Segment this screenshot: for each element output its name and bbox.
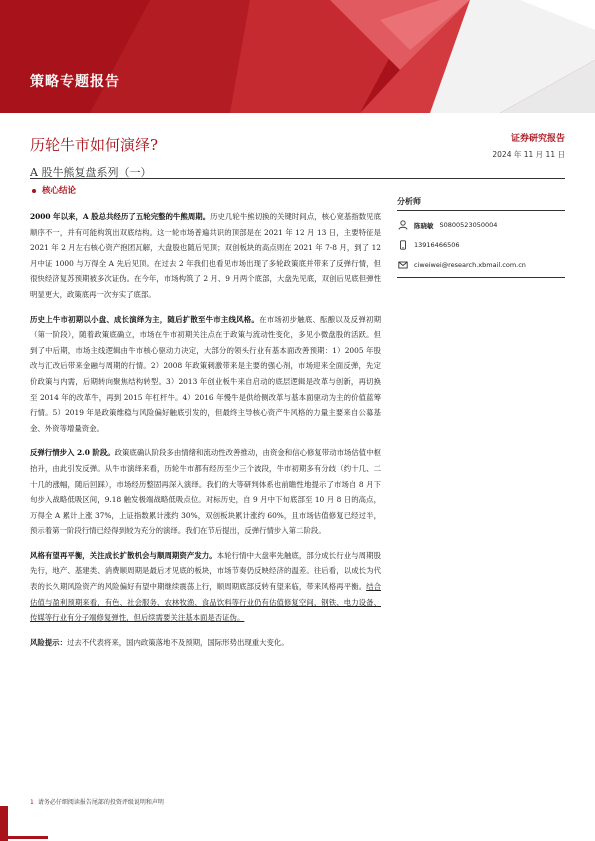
bullet-icon bbox=[32, 189, 36, 193]
section-heading bbox=[32, 184, 76, 196]
paragraph bbox=[30, 312, 381, 437]
paragraph-lead: 风格有望再平衡，关注成长扩散机会与顺周期资产发力。 bbox=[30, 550, 217, 560]
report-date: 2024 年 11 月 11 日 bbox=[492, 150, 565, 159]
paragraph bbox=[30, 548, 381, 626]
paragraph bbox=[30, 209, 381, 303]
banner-title: 策略专题报告 bbox=[30, 74, 120, 90]
paragraph-text: 政策底确认阶段多由情绪和流动性改善推动，由资金和信心修复带动市场估值中枢抬升，由此引发反弹。从牛市演绎来看，历轮牛市都有经历至少三个波段，牛市初期多有分歧（约十几、二十几的涨幅，随后回踩），市场经历整固再深入演绎。我们的大等研判体系也前瞻性地提示了市场自 8 月下旬步入战略低吸区间，9.18 触发极端战略低吸点位。对标历史，自 9 月中下旬底部至 10 月 8 日的高点，万得全 A 累计上涨 37%，上证指数累计涨约 30%，双创板块累计涨约 60%，且市场估值修复已经过半，预示着第一阶段行情已经得到较为充分的演绎。我们在节后提出，反弹行情步入第二阶段。 bbox=[30, 448, 381, 536]
footer-accent-line bbox=[0, 836, 48, 839]
page-footer bbox=[30, 797, 164, 806]
header-banner bbox=[0, 0, 595, 113]
paragraph-lead: 历史上牛市初期以小盘、成长演绎为主，随后扩散至牛市主线风格。 bbox=[30, 314, 260, 324]
page-title: 历轮牛市如何演绎? bbox=[30, 136, 159, 154]
risk-warning bbox=[30, 635, 381, 651]
analyst-sidebar bbox=[397, 196, 565, 278]
banner-geometric-pattern bbox=[0, 0, 595, 113]
paragraph bbox=[30, 445, 381, 539]
paragraph-text: 在市场初步触底、酝酿以及反弹初期（第一阶段），随着政策底确立，市场在牛市初期关注点在于政策与流动性变化，多见小微盘股的活跃。但到了中后期，市场主线逻辑由牛市核心驱动力决定，大部分的领头行业有基本面改善预期：1）2005 年股改与汇改后带来金融与周期的行情。2）2008 年政策刺激带来是主要的强心剂，市场迎来全面反弹，先定价政策与内需，后期转向聚焦结构转型。3）2013 年创业板牛来自启动的底层逻辑是改革与创新，再切换至 2014 年的改革牛，再到 2015 年杠杆牛。4）2016 年慢牛是供给侧改革与基本面驱动为主的价值蓝筹行情。5）2019 年是政策维稳与风险偏好触底引发的，但最终主导核心资产牛风格的力量主要来自公募基金、外资等增量资金。 bbox=[30, 314, 381, 433]
analyst-name: 陈晓敏 bbox=[414, 221, 434, 230]
analyst-email[interactable]: ciweiwei@research.xbmail.com.cn bbox=[414, 261, 526, 269]
analyst-cert: S0800523050004 bbox=[439, 221, 498, 229]
risk-label: 风险提示： bbox=[30, 637, 67, 647]
footer-disclaimer: 请务必仔细阅读报告尾部的投资评级说明和声明 bbox=[37, 799, 164, 806]
analyst-email-row bbox=[397, 259, 565, 271]
section-heading-text: 核心结论 bbox=[42, 186, 77, 196]
analyst-phone: 13916466506 bbox=[414, 241, 460, 249]
paragraph-underlined-text: 结合估值与盈利预期来看，有色、社会服务、农林牧渔、食品饮料等行业仍有估值修复空间，钢铁、电力设备、传媒等行业有分子端修复弹性，但后续需要关注基本面是否证伪。 bbox=[30, 582, 381, 623]
page-subtitle: A 股牛熊复盘系列（一） bbox=[30, 166, 152, 179]
report-type-label: 证券研究报告 bbox=[510, 134, 565, 144]
risk-text: 过去不代表将来，国内政策落地不及预期，国际形势出现重大变化。 bbox=[66, 637, 289, 647]
analyst-phone-row bbox=[397, 239, 565, 251]
paragraph-text: 本轮行情中大盘率先触底，部分成长行业与周期股先行，地产、基建类、消费顺周期是最后才见底的板块，市场节奏仍反映经济的温差。往后看，以成长为代表的长久期风险资产的风险偏好有望中期继续震荡上行，顺周期底部反转有望来临，带来风格再平衡。 bbox=[30, 550, 381, 592]
page-number: 1 bbox=[30, 799, 34, 806]
phone-icon bbox=[397, 240, 408, 251]
person-icon bbox=[397, 220, 408, 231]
title-divider bbox=[30, 178, 565, 179]
paragraph-text: 历史几轮牛熊切换的关键时间点，核心宽基指数见底顺序不一，并有可能构筑出双底结构。这一轮市场普遍共识的顶部是在 2021 年 12 月 13 日，主要特征是 2021 年 2 月左右核心资产抱团瓦解，大盘股也随后见顶；双创板块的高点则在 2021 年 7-8 月，到了 12 月中证 1000 与万得全 A 先后见顶。在过去 2 年我们也看见市场出现了多轮政策底并带来了反弹行情，但很快经济复苏预期被多次证伪。在今年，市场构筑了 2 月、9 月两个底部，大盘先见底，双创后见底但弹性明显更大，政策底再一次夯实了底部。 bbox=[30, 212, 381, 299]
sidebar-divider bbox=[397, 277, 565, 278]
analyst-name-row bbox=[397, 219, 565, 231]
email-icon bbox=[397, 260, 408, 271]
paragraph-lead: 反弹行情步入 2.0 阶段。 bbox=[30, 448, 115, 458]
analyst-heading: 分析师 bbox=[397, 196, 565, 211]
paragraph-lead: 2000 年以来，A 股总共经历了五轮完整的牛熊周期。 bbox=[30, 212, 211, 221]
main-body bbox=[30, 209, 381, 659]
